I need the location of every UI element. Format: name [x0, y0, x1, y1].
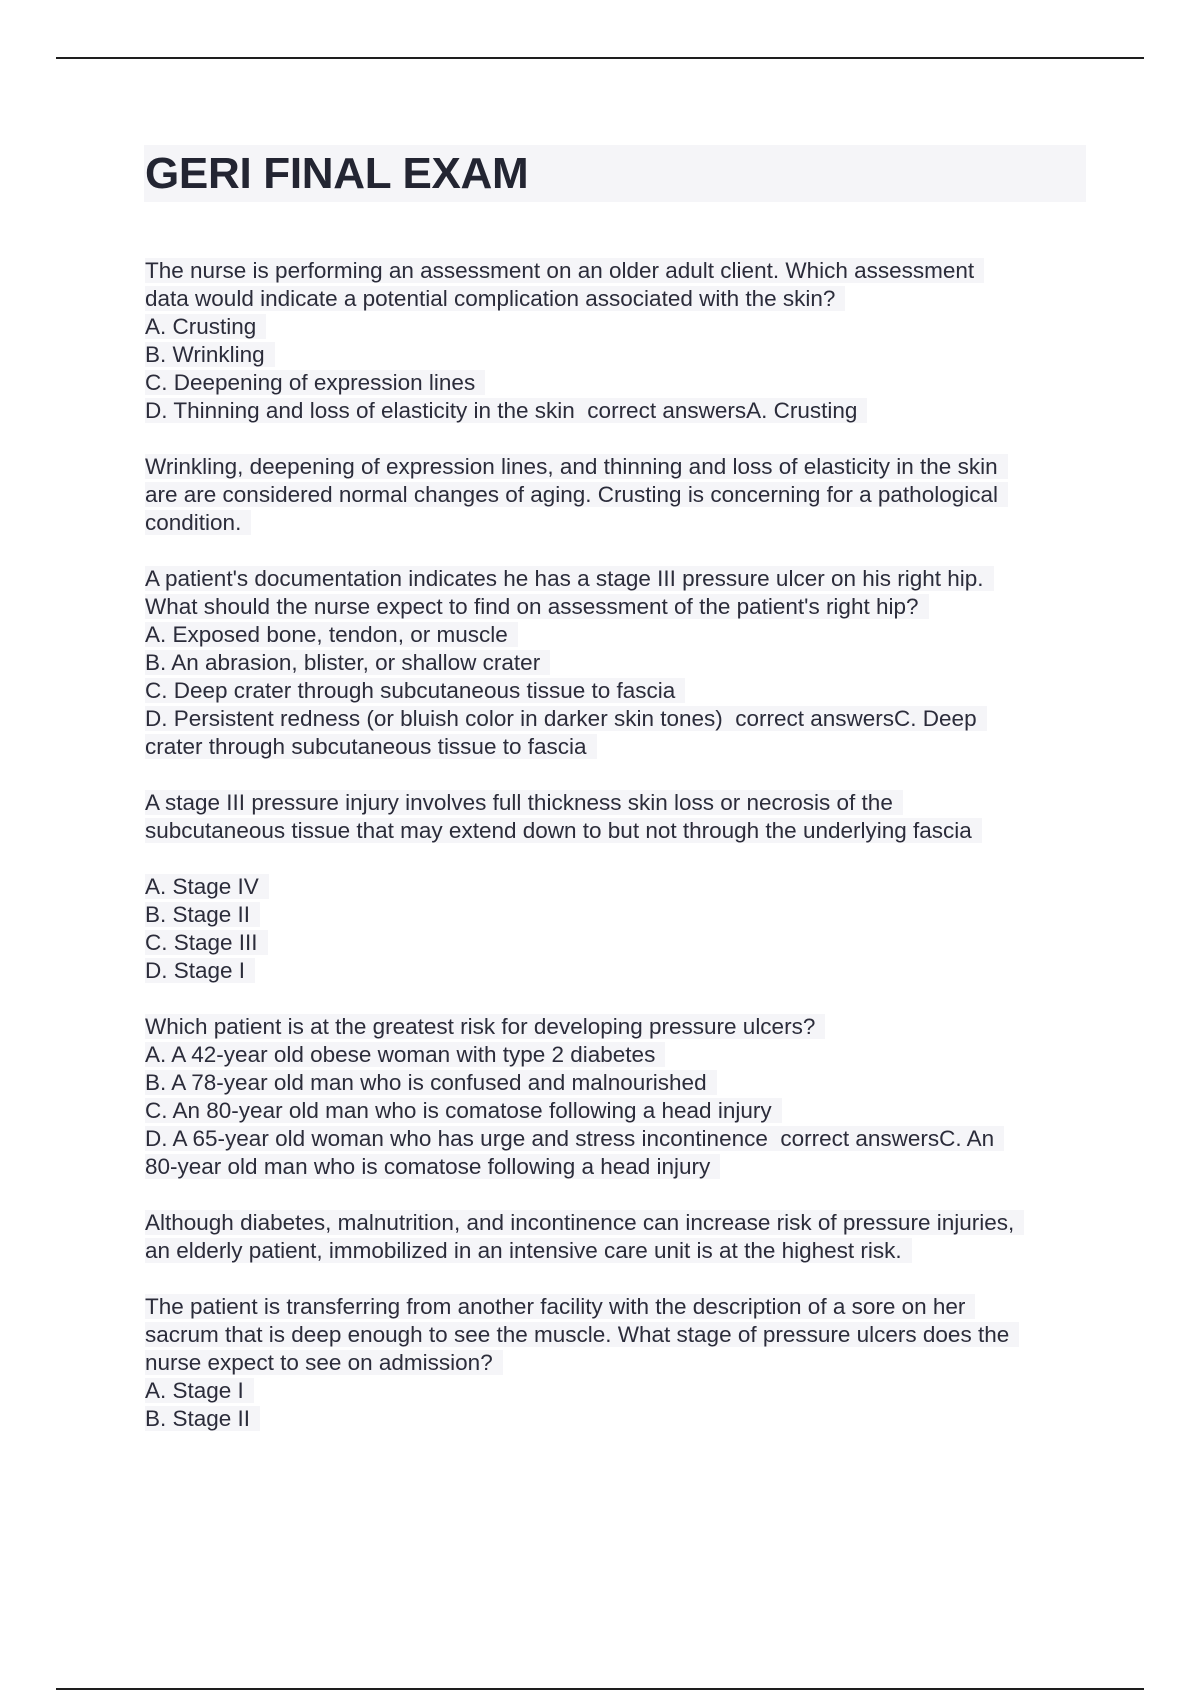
text-line-content: Which patient is at the greatest risk for developing pressure ulcers? [145, 1014, 825, 1039]
text-line [145, 957, 1105, 985]
text-line [145, 1377, 1105, 1405]
text-block [145, 257, 1105, 425]
text-line-content: C. Deep crater through subcutaneous tissue to fascia [145, 678, 685, 703]
text-block [145, 1013, 1105, 1181]
text-line [145, 565, 1105, 593]
text-block [145, 453, 1105, 537]
text-line-content: A. Crusting [145, 314, 266, 339]
text-line-content: D. Persistent redness (or bluish color in darker skin tones) correct answersC. Deep [145, 706, 987, 731]
text-line-content: D. Thinning and loss of elasticity in the skin correct answersA. Crusting [145, 398, 867, 423]
text-block [145, 1209, 1105, 1265]
text-line [145, 621, 1105, 649]
text-line [145, 733, 1105, 761]
text-line-content: B. Wrinkling [145, 342, 275, 367]
text-line [145, 649, 1105, 677]
text-line-content: nurse expect to see on admission? [145, 1350, 503, 1375]
bottom-rule [56, 1688, 1144, 1690]
text-block [145, 789, 1105, 845]
text-line-content: B. An abrasion, blister, or shallow crater [145, 650, 550, 675]
text-line-content: C. Stage III [145, 930, 268, 955]
text-line-content: C. An 80-year old man who is comatose following a head injury [145, 1098, 782, 1123]
text-line-content: The patient is transferring from another facility with the description of a sore on her [145, 1294, 975, 1319]
text-line-content: A. Exposed bone, tendon, or muscle [145, 622, 518, 647]
text-line-content: A. A 42-year old obese woman with type 2 diabetes [145, 1042, 665, 1067]
text-line [145, 453, 1105, 481]
text-line [145, 1069, 1105, 1097]
text-line-content: D. A 65-year old woman who has urge and stress incontinence correct answersC. An [145, 1126, 1004, 1151]
text-line [145, 509, 1105, 537]
text-line-content: D. Stage I [145, 958, 255, 983]
text-block [145, 873, 1105, 985]
text-line [145, 1125, 1105, 1153]
exam-content [145, 257, 1105, 1461]
text-line [145, 789, 1105, 817]
text-line-content: condition. [145, 510, 251, 535]
text-line [145, 369, 1105, 397]
text-line [145, 313, 1105, 341]
page-title: GERI FINAL EXAM [145, 149, 529, 198]
text-line [145, 1405, 1105, 1433]
text-line [145, 901, 1105, 929]
text-line [145, 481, 1105, 509]
text-line-content: subcutaneous tissue that may extend down to but not through the underlying fascia [145, 818, 982, 843]
text-line [145, 929, 1105, 957]
text-line [145, 1237, 1105, 1265]
text-line [145, 1153, 1105, 1181]
text-line [145, 397, 1105, 425]
text-line [145, 285, 1105, 313]
text-line-content: are are considered normal changes of aging. Crusting is concerning for a pathological [145, 482, 1008, 507]
text-line-content: crater through subcutaneous tissue to fascia [145, 734, 597, 759]
text-line-content: A. Stage I [145, 1378, 254, 1403]
top-rule [56, 57, 1144, 59]
text-line-content: A stage III pressure injury involves full thickness skin loss or necrosis of the [145, 790, 903, 815]
text-line [145, 1041, 1105, 1069]
text-line-content: sacrum that is deep enough to see the muscle. What stage of pressure ulcers does the [145, 1322, 1019, 1347]
text-line-content: Wrinkling, deepening of expression lines, and thinning and loss of elasticity in the skin [145, 454, 1008, 479]
text-line-content: an elderly patient, immobilized in an intensive care unit is at the highest risk. [145, 1238, 912, 1263]
text-line-content: The nurse is performing an assessment on an older adult client. Which assessment [145, 258, 984, 283]
text-block [145, 1293, 1105, 1433]
text-line [145, 705, 1105, 733]
text-line [145, 817, 1105, 845]
text-line [145, 257, 1105, 285]
text-line-content: What should the nurse expect to find on assessment of the patient's right hip? [145, 594, 929, 619]
text-block [145, 565, 1105, 761]
text-line [145, 1321, 1105, 1349]
text-line-content: B. A 78-year old man who is confused and malnourished [145, 1070, 717, 1095]
text-line-content: 80-year old man who is comatose following a head injury [145, 1154, 720, 1179]
text-line [145, 677, 1105, 705]
text-line-content: A. Stage IV [145, 874, 269, 899]
text-line [145, 341, 1105, 369]
text-line-content: C. Deepening of expression lines [145, 370, 485, 395]
text-line [145, 1293, 1105, 1321]
text-line [145, 873, 1105, 901]
text-line-content: A patient's documentation indicates he has a stage III pressure ulcer on his right hip. [145, 566, 994, 591]
text-line-content: Although diabetes, malnutrition, and incontinence can increase risk of pressure injuries, [145, 1210, 1024, 1235]
text-line-content: data would indicate a potential complication associated with the skin? [145, 286, 845, 311]
text-line [145, 1349, 1105, 1377]
text-line [145, 1013, 1105, 1041]
text-line [145, 1097, 1105, 1125]
text-line-content: B. Stage II [145, 902, 260, 927]
text-line-content: B. Stage II [145, 1406, 260, 1431]
text-line [145, 1209, 1105, 1237]
text-line [145, 593, 1105, 621]
